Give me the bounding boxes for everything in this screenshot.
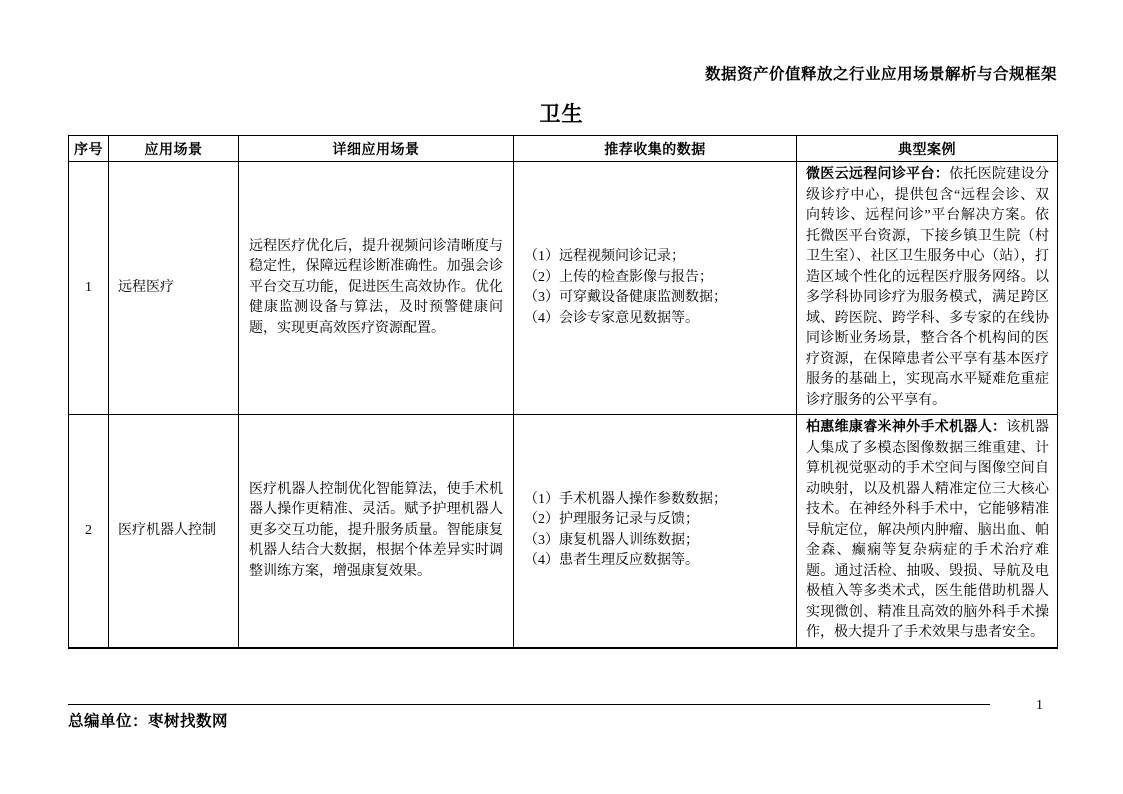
data-item: （3）可穿戴设备健康监测数据； (524, 290, 727, 305)
column-header-scenario: 应用场景 (109, 136, 239, 162)
page-title: 卫生 (539, 102, 584, 126)
row-index-cell: 2 (69, 415, 109, 648)
data-item: （4）患者生理反应数据等。 (524, 553, 699, 569)
case-cell (797, 415, 1058, 648)
row-index-cell: 1 (69, 162, 109, 415)
data-item: （2）护理服务记录与反馈； (524, 512, 699, 528)
detail-cell: 远程医疗优化后，提升视频问诊清晰度与稳定性，保障远程诊断准确性。加强会诊平台交互功能，促进医生高效协作。优化健康监测设备与算法，及时预警健康问题，实现更高效医疗资源配置。 (239, 162, 514, 415)
footer-divider (68, 704, 990, 705)
scenario-cell: 远程医疗 (109, 162, 239, 415)
data-item: （3）康复机器人训练数据； (524, 532, 699, 548)
case-title: 柏惠维康睿米神外手术机器人： (806, 420, 1007, 435)
data-item: （1）远程视频问诊记录； (524, 249, 685, 264)
table-row (69, 162, 1058, 415)
case-cell (797, 162, 1058, 415)
scenario-cell: 医疗机器人控制 (109, 415, 239, 648)
document-header: 数据资产价值释放之行业应用场景解析与合规框架 (704, 66, 1057, 83)
column-header-detail: 详细应用场景 (239, 136, 514, 162)
data-item: （1）手术机器人操作参数数据； (524, 491, 727, 507)
detail-cell: 医疗机器人控制优化智能算法，使手术机器人操作更精准、灵活。赋予护理机器人更多交互功能，提升服务质量。智能康复机器人结合大数据，根据个体差异实时调整训练方案，增强康复效果。 (239, 415, 514, 648)
data-item: （2）上传的检查影像与报告； (524, 269, 713, 285)
data-cell (514, 415, 797, 648)
data-cell (514, 162, 797, 415)
case-text: 依托医院建设分级诊疗中心，提供包含“远程会诊、双向转诊、远程问诊”平台解决方案。依托微医平台资源，下接乡镇卫生院（村卫生室）、社区卫生服务中心（站），打造区域个性化的远程医疗服务网络。以多学科协同诊疗为服务模式，满足跨区域、跨医院、跨学科、多专家的在线协同诊断业务场景，整合各个机构间的医疗资源，在保障患者公平享有基本医疗服务的基础上，实现高水平疑难危重症诊疗服务的公平享有。 (806, 167, 1049, 408)
scenario-table (68, 135, 1058, 649)
column-header-index: 序号 (69, 136, 109, 162)
column-header-case: 典型案例 (797, 136, 1058, 162)
case-text: 该机器人集成了多模态图像数据三维重建、计算机视觉驱动的手术空间与图像空间自动映射，以及机器人精准定位三大核心技术。在神经外科手术中，它能够精准导航定位，解决颅内肿瘤、脑出血、帕金森、癫痫等复杂病症的手术治疗难题。通过活检、抽吸、毁损、导航及电极植入等多类术式，医生能借助机器人实现微创、精准且高效的脑外科手术操作，极大提升了手术效果与患者安全。 (806, 420, 1049, 640)
table-row (69, 415, 1058, 648)
table-header-row (69, 136, 1058, 162)
case-title: 微医云远程问诊平台： (806, 167, 950, 182)
column-header-data: 推荐收集的数据 (514, 136, 797, 162)
footer-publisher: 总编单位：枣树找数网 (68, 713, 229, 730)
data-item: （4）会诊专家意见数据等。 (524, 310, 699, 326)
page-number: 1 (1036, 698, 1043, 713)
